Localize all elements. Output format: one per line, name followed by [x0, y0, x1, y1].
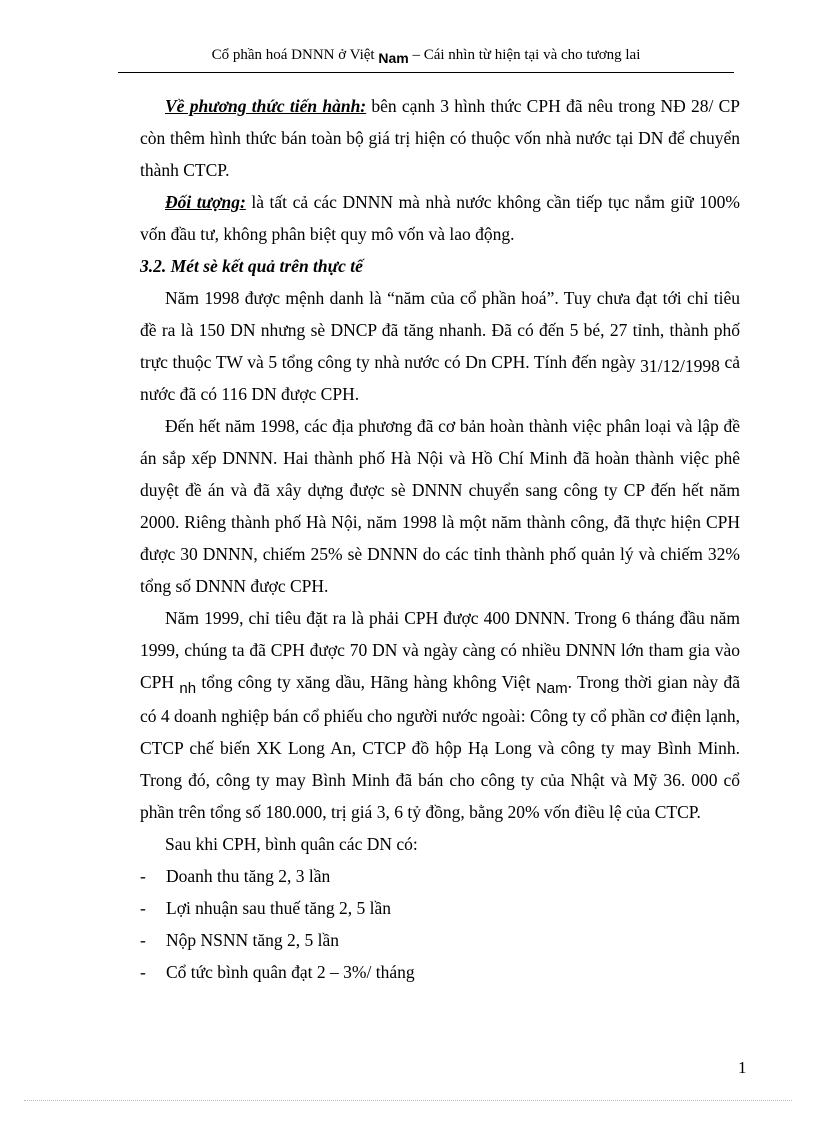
list-dash: -	[140, 962, 146, 982]
date-value: 31/12/1998	[640, 356, 720, 376]
list-dash: -	[140, 866, 146, 886]
p1999-text-3: . Trong thời gian này đã có 4 doanh nghiệp bán cổ phiếu cho người nước ngoài: Công ty cổ phần cơ điện lạnh, CTCP chế biến XK Long An, CTCP đồ hộp Hạ Long và công ty may Bình Minh. Trong đó, công ty may Bình Minh đã bán cho công ty của Nhật và Mỹ 36. 000 cổ phần trên tổng số 180.000, trị giá 3, 6 tỷ đồng, bằng 20% vốn điều lệ của CTCP.	[140, 672, 741, 822]
list-dash: -	[140, 930, 146, 950]
p1998-text-2: cả nước đã có 116 DN được CPH.	[140, 352, 740, 404]
p1999-nam: Nam	[535, 680, 568, 697]
paragraph-localities: Đến hết năm 1998, các địa phương đã cơ bản hoàn thành việc phân loại và lập đề án sắp xếp DNNN. Hai thành phố Hà Nội và Hồ Chí Minh đã hoàn thành việc phê duyệt đề án và đã xây dựng được sè DNNN chuyển sang công ty CP đến hết năm 2000. Riêng thành phố Hà Nội, năm 1998 là một năm thành công, đã thực hiện CPH được 30 DNNN, chiếm 25% sè DNNN do các tỉnh thành phố quản lý và chiếm 32% tổng số DNNN được CPH.	[140, 416, 740, 596]
list-item	[140, 924, 740, 956]
list-item-text: Nộp NSNN tăng 2, 5 lần	[166, 930, 340, 950]
list-dash: -	[140, 898, 146, 918]
list-item	[140, 892, 740, 924]
paragraph-1998	[140, 282, 740, 410]
method-text: bên cạnh 3 hình thức CPH đã nêu trong NĐ 28/ CP còn thêm hình thức bán toàn bộ giá trị hiện có thuộc vốn nhà nước tại DN để chuyển thành CTCP.	[140, 96, 740, 180]
list-item	[140, 956, 740, 988]
section-heading: 3.2. Mét sè kết quả trên thực tế	[140, 256, 363, 276]
header-rule	[118, 72, 734, 73]
p1999-nh: nh	[179, 680, 197, 697]
header-nam: Nam	[378, 50, 409, 66]
p1999-text-2: tổng công ty xăng dầu, Hãng hàng không Việt	[196, 672, 536, 692]
list-item-text: Doanh thu tăng 2, 3 lần	[166, 866, 331, 886]
p1998-text-1: Năm 1998 được mệnh danh là “năm của cổ phần hoá”. Tuy chưa đạt tới chỉ tiêu đề ra là 150 DN nhưng sè DNCP đã tăng nhanh. Đã có đến 5 bé, 27 tỉnh, thành phố trực thuộc TW và 5 tổng công ty nhà nước có Dn CPH. Tính đến ngày	[140, 288, 740, 372]
subject-label: Đối tượng:	[165, 192, 246, 212]
running-header	[118, 46, 734, 64]
paragraph-after-cph: Sau khi CPH, bình quân các DN có:	[165, 834, 418, 854]
results-list	[140, 860, 740, 988]
page-number: 1	[738, 1058, 747, 1077]
list-item-text: Lợi nhuận sau thuế tăng 2, 5 lần	[166, 898, 392, 918]
paragraph-method	[140, 90, 740, 186]
p1999-text-1: Năm 1999, chỉ tiêu đặt ra là phải CPH được 400 DNNN. Trong 6 tháng đầu năm 1999, chúng ta đã CPH được 70 DN và ngày càng có nhiều DNNN lớn tham gia vào CPH	[140, 608, 740, 692]
document-body	[140, 90, 740, 988]
paragraph-1999	[140, 602, 740, 828]
method-label: Về phương thức tiến hành:	[165, 96, 367, 116]
paragraph-subject	[140, 186, 740, 250]
header-text-1: Cổ phần hoá DNNN ở Việt	[211, 47, 379, 63]
page-boundary	[24, 1100, 792, 1101]
header-text-2: – Cái nhìn từ hiện tại và cho tương lai	[408, 47, 641, 63]
list-item	[140, 860, 740, 892]
list-item-text: Cổ tức bình quân đạt 2 – 3%/ tháng	[166, 962, 415, 982]
subject-text: là tất cả các DNNN mà nhà nước không cần tiếp tục nắm giữ 100% vốn đầu tư, không phân biệt quy mô vốn và lao động.	[140, 192, 740, 244]
